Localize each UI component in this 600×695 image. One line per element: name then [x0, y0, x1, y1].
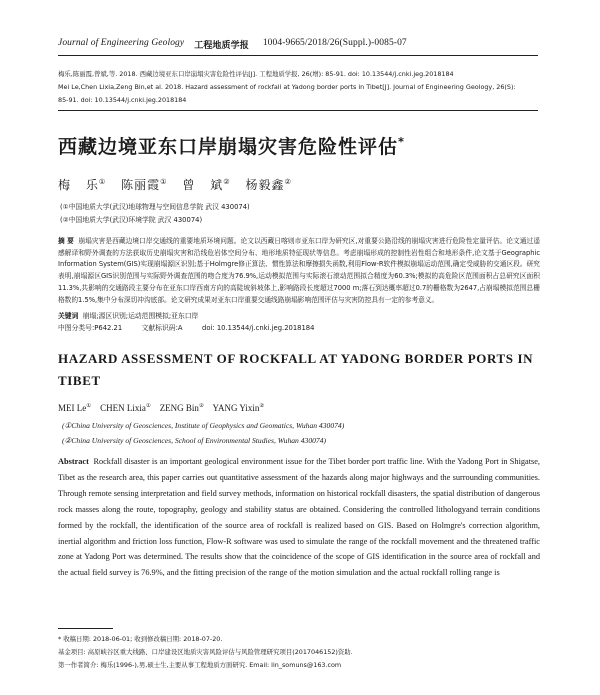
header-rule [58, 55, 538, 56]
journal-name: Journal of Engineering Geology [58, 38, 185, 48]
abstract-en [58, 454, 540, 581]
journal-name-cn: 工程地质学报 [194, 41, 249, 51]
doi: 10.13544/j.cnki.jeg.2018184 [216, 324, 315, 332]
footnote-received: * 收稿日期: 2018-06-01; 收到修改稿日期: 2018-07-20. [58, 635, 223, 643]
author-en: YANG Yixin② [212, 403, 265, 413]
abstract-cn-text: 崩塌灾害是西藏边境口岸交通线的重要地质环境问题。论文以西藏日喀则市亚东口岸为研究区,对重要公路沿线的崩塌灾害进行危险性定量评估。论文通过遥感解译和野外调查的方法获取历史崩塌灾害和沿线危岩体空间分布、地形地质特征现状等信息。考虑崩塌形成的控制性岩性组合和地形条件,论文基于Geographic Information System(GIS)实现崩塌源区识别;基于Holmgre修正算法、惯性算法和摩擦损失函数,利用Flow-R软件模拟崩塌运动范围,确定受威胁的交通区段。研究表明,崩塌源区GIS识别范围与实际野外调查范围的吻合度为76.9%,运动模拟范围与实际滚石滚动范围拟合精度为60.3%;模拟的高危险区范围面积占总研究区面积11.3%,共影响的交通路段主要分布在亚东口岸西南方向的高陡坡斜坡体上,影响路段长度超过7000 m;落石到达概率超过0.7的栅格数为2647,占崩塌模拟范围总栅格数的1.5%,集中分布深切冲沟底部。论文研究成果对亚东口岸重要交通线路崩塌影响范围评估与灾害防控具有一定的参考意义。 [58, 237, 541, 304]
author-cn: 杨毅鑫② [245, 177, 292, 192]
author-en: MEI Le① [58, 403, 92, 413]
doc-code: A [177, 324, 183, 332]
author-cn: 梅 乐① [58, 177, 107, 192]
author-en: ZENG Bin② [159, 403, 204, 413]
author-cn: 曾 斌② [182, 177, 231, 192]
citation-line-1: 梅乐,陈丽霞,曾斌,等. 2018. 西藏边境亚东口岸崩塌灾害危险性评估[J]. 工程地质学报, 26(增): 85-91. doi: 10.13544/j.cnki.jeg.2018184 [58, 70, 454, 78]
journal-header [58, 38, 538, 51]
affiliation-en-1: (①China University of Geosciences, Institute of Geophysics and Geomatics, Wuhan 430074) [62, 421, 345, 430]
abstract-en-label: Abstract [58, 457, 89, 466]
title-cn-mark: * [398, 134, 405, 149]
abstract-cn [58, 236, 540, 306]
abstract-cn-label: 摘 要 [58, 237, 74, 245]
abstract-en-text: Rockfall disaster is an important geological environment issue for the Tibet border port traffic line. With the Yadong Port in Shigatse, Tibet as the research area, this paper carries out quantitative assessment of the hazards along major highways and the surrounding communities. Through remote sensing interpretation and field survey methods, information on historical rockfall disasters, the spatial distribution of dangerous rock masses along the route, topography, geology and stability status are obtained. Considering the controlled lithologyand terrain conditions formed by the rockfall, the identification of the source area of rockfall is realized based on GIS. Based on Holmgre's correction algorithm, inertial algorithm and friction loss function, Flow-R software was used to simulate the range of the rockfall movement and the threatened traffic zone at Yadong Port was determined. The results show that the coincidence of the scope of GIS identification in the source area of rockfall and the actual field survey is 76.9%, and the fitting precision of the range of the motion simulation and the actual rockfall rolling range is [58, 457, 540, 578]
citation-line-2: Mei Le,Chen Lixia,Zeng Bin,et al. 2018. Hazard assessment of rockfall at Yadong border ports in Tibet[J]. Journal of Engineering Geology, 26(S): [58, 83, 516, 91]
title-cn-text: 西藏边境亚东口岸崩塌灾害危险性评估 [58, 136, 399, 158]
journal-code: 1004-9665/2018/26(Suppl.)-0085-07 [262, 38, 407, 48]
authors-cn [58, 176, 292, 193]
affiliation-en-2: (②China University of Geosciences, School of Environmental Studies, Wuhan 430074) [62, 436, 327, 445]
author-cn: 陈丽霞① [121, 177, 168, 192]
affiliation-cn-1: (①中国地质大学(武汉)地球物理与空间信息学院 武汉 430074) [60, 203, 250, 211]
footnote-funding: 基金项目: 高原峡谷区重大线路、口岸建设区地质灾害风险评估与风险管理研究项目(2017046152)资助. [58, 648, 353, 656]
footnote-author: 第一作者简介: 梅乐(1996-),男,硕士生,主要从事工程地质方面研究. Email: lin_somuns@163.com [58, 661, 342, 669]
affiliation-cn-2: (②中国地质大学(武汉)环境学院 武汉 430074) [60, 216, 203, 224]
clc-code: P642.21 [94, 324, 123, 332]
keywords-cn-label: 关键词 [58, 312, 79, 320]
footnote-rule [58, 628, 113, 629]
keywords-cn-text: 崩塌;源区识别;运动范围模拟;亚东口岸 [82, 312, 199, 320]
author-en: CHEN Lixia① [100, 403, 151, 413]
classification-line: 中图分类号:P642.21 文献标识码:A doi: 10.13544/j.cnki.jeg.2018184 [58, 324, 315, 332]
keywords-cn [58, 310, 198, 320]
title-en: HAZARD ASSESSMENT OF ROCKFALL AT YADONG BORDER PORTS IN TIBET [58, 351, 534, 388]
citation-line-3: 85-91. doi: 10.13544/j.cnki.jeg.2018184 [58, 96, 187, 104]
authors-en [58, 403, 264, 413]
title-cn [58, 132, 405, 159]
citation-rule [58, 110, 538, 111]
